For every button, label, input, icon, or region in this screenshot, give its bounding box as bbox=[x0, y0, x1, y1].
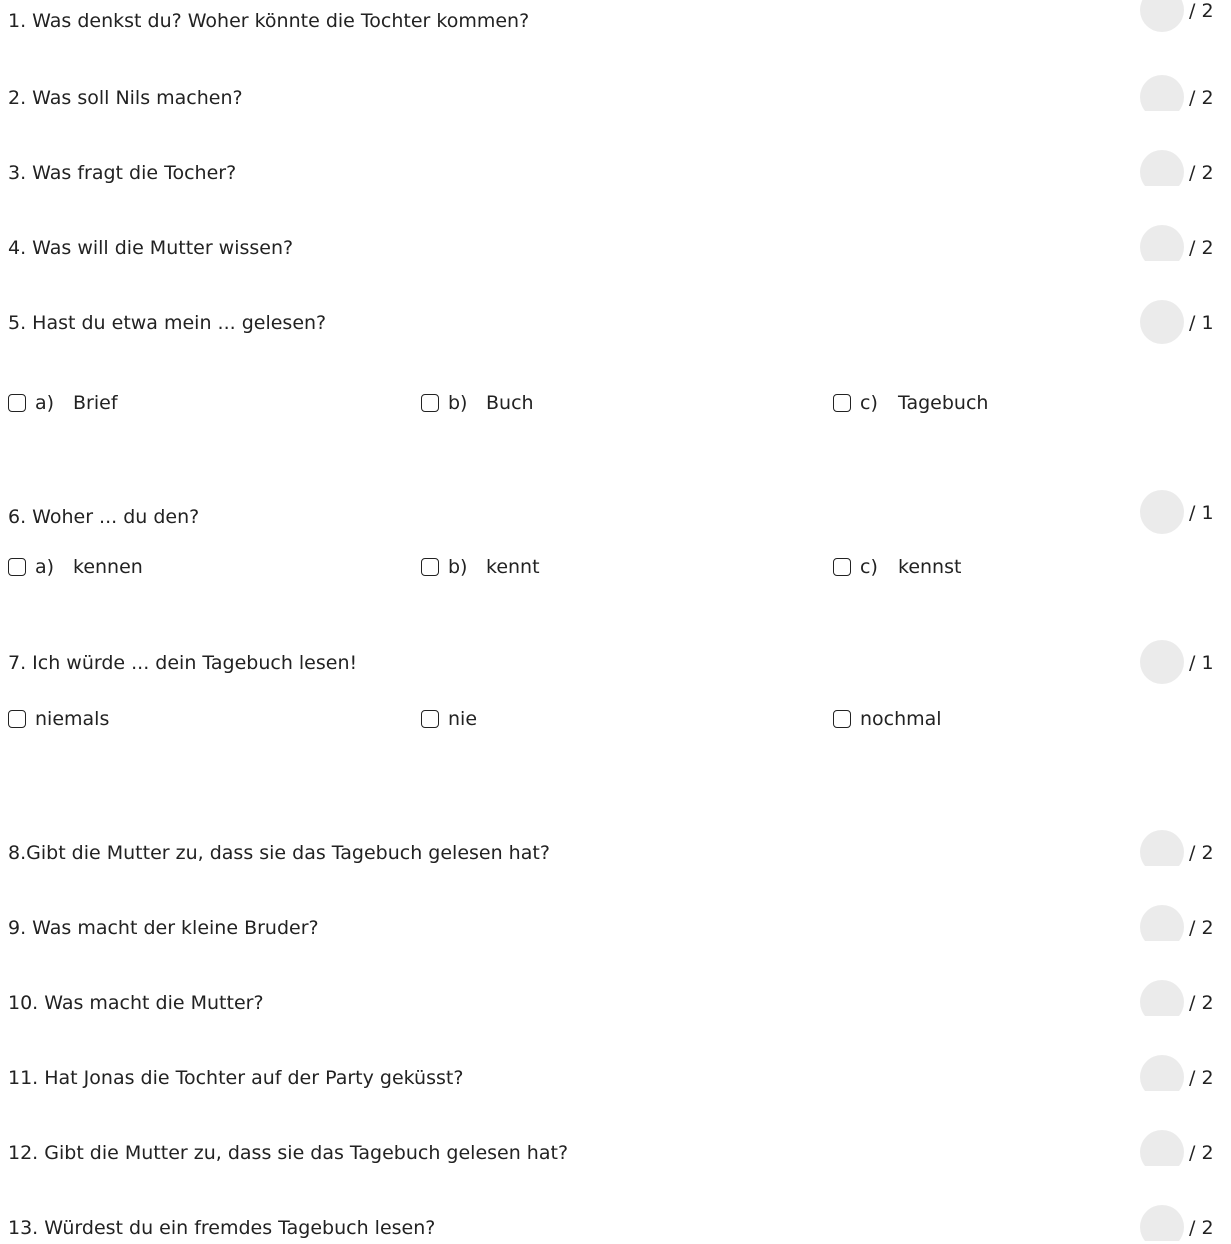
checkbox[interactable] bbox=[421, 394, 439, 412]
question-5-score[interactable] bbox=[1140, 300, 1231, 348]
max-points: / 2 bbox=[1189, 1067, 1214, 1089]
question-5-option-c[interactable]: c) Tagebuch bbox=[833, 390, 988, 416]
max-points: / 2 bbox=[1189, 1217, 1214, 1239]
question-4-text: 4. Was will die Mutter wissen? bbox=[8, 237, 294, 259]
score-field[interactable] bbox=[1140, 1130, 1184, 1166]
score-field[interactable] bbox=[1140, 300, 1184, 344]
question-3-text: 3. Was fragt die Tocher? bbox=[8, 162, 237, 184]
checkbox[interactable] bbox=[8, 394, 26, 412]
question-12-score[interactable] bbox=[1140, 1130, 1231, 1166]
max-points: / 1 bbox=[1189, 502, 1214, 524]
question-7-option-2[interactable]: nie bbox=[421, 706, 477, 732]
question-6-score[interactable] bbox=[1140, 490, 1231, 538]
question-7-text: 7. Ich würde ... dein Tagebuch lesen! bbox=[8, 652, 358, 674]
question-12-text: 12. Gibt die Mutter zu, dass sie das Tagebuch gelesen hat? bbox=[8, 1142, 569, 1164]
question-11-text: 11. Hat Jonas die Tochter auf der Party geküsst? bbox=[8, 1067, 464, 1089]
max-points: / 2 bbox=[1189, 87, 1214, 109]
question-5-option-a[interactable]: a) Brief bbox=[8, 390, 118, 416]
question-1-text: 1. Was denkst du? Woher könnte die Tochter kommen? bbox=[8, 10, 530, 32]
score-field[interactable] bbox=[1140, 905, 1184, 941]
question-6-option-c[interactable]: c) kennst bbox=[833, 554, 961, 580]
checkbox[interactable] bbox=[833, 710, 851, 728]
question-8-text: 8.Gibt die Mutter zu, dass sie das Tagebuch gelesen hat? bbox=[8, 842, 550, 864]
question-9-score[interactable] bbox=[1140, 905, 1231, 941]
checkbox[interactable] bbox=[421, 710, 439, 728]
max-points: / 2 bbox=[1189, 237, 1214, 259]
question-6-option-a[interactable]: a) kennen bbox=[8, 554, 143, 580]
checkbox[interactable] bbox=[833, 394, 851, 412]
question-6-option-b[interactable]: b) kennt bbox=[421, 554, 540, 580]
question-7-option-1[interactable]: niemals bbox=[8, 706, 109, 732]
score-field[interactable] bbox=[1140, 830, 1184, 866]
question-5-text: 5. Hast du etwa mein ... gelesen? bbox=[8, 312, 327, 334]
max-points: / 2 bbox=[1189, 1142, 1214, 1164]
max-points: / 2 bbox=[1189, 917, 1214, 939]
max-points: / 2 bbox=[1189, 842, 1214, 864]
max-points: / 2 bbox=[1189, 162, 1214, 184]
score-field[interactable] bbox=[1140, 1205, 1184, 1241]
question-2-text: 2. Was soll Nils machen? bbox=[8, 87, 243, 109]
score-field[interactable] bbox=[1140, 0, 1184, 32]
score-field[interactable] bbox=[1140, 490, 1184, 534]
score-field[interactable] bbox=[1140, 150, 1184, 186]
max-points: / 2 bbox=[1189, 992, 1214, 1014]
question-13-score[interactable] bbox=[1140, 1205, 1231, 1241]
max-points: / 1 bbox=[1189, 652, 1214, 674]
question-10-text: 10. Was macht die Mutter? bbox=[8, 992, 264, 1014]
score-field[interactable] bbox=[1140, 980, 1184, 1016]
question-7-option-3[interactable]: nochmal bbox=[833, 706, 942, 732]
question-9-text: 9. Was macht der kleine Bruder? bbox=[8, 917, 319, 939]
score-field[interactable] bbox=[1140, 225, 1184, 261]
checkbox[interactable] bbox=[833, 558, 851, 576]
question-1-score[interactable] bbox=[1140, 0, 1231, 36]
question-13-text: 13. Würdest du ein fremdes Tagebuch lesen? bbox=[8, 1217, 436, 1239]
question-8-score[interactable] bbox=[1140, 830, 1231, 866]
checkbox[interactable] bbox=[8, 558, 26, 576]
score-field[interactable] bbox=[1140, 640, 1184, 684]
question-3-score[interactable] bbox=[1140, 150, 1231, 186]
question-2-score[interactable] bbox=[1140, 75, 1231, 111]
max-points: / 2 bbox=[1189, 0, 1214, 22]
checkbox[interactable] bbox=[421, 558, 439, 576]
max-points: / 1 bbox=[1189, 312, 1214, 334]
question-11-score[interactable] bbox=[1140, 1055, 1231, 1091]
question-6-text: 6. Woher ... du den? bbox=[8, 506, 200, 528]
question-5-option-b[interactable]: b) Buch bbox=[421, 390, 534, 416]
checkbox[interactable] bbox=[8, 710, 26, 728]
question-7-score[interactable] bbox=[1140, 640, 1231, 688]
question-4-score[interactable] bbox=[1140, 225, 1231, 261]
question-10-score[interactable] bbox=[1140, 980, 1231, 1016]
score-field[interactable] bbox=[1140, 1055, 1184, 1091]
score-field[interactable] bbox=[1140, 75, 1184, 111]
